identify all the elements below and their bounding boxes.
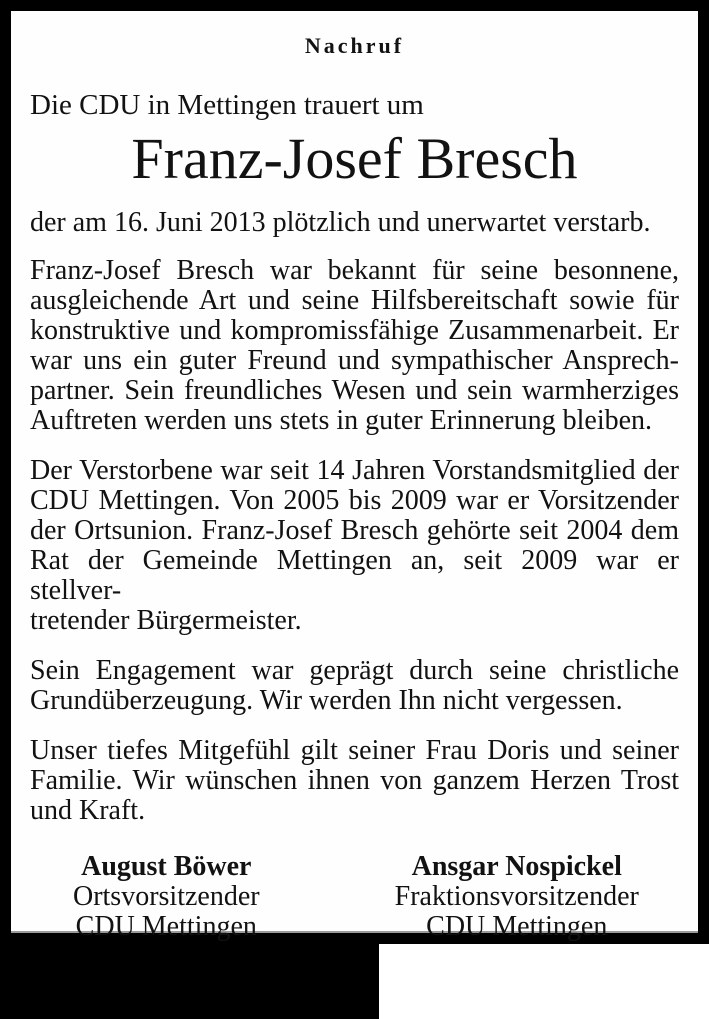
signature-name: August Böwer	[81, 851, 252, 882]
paragraph	[30, 256, 679, 436]
kicker-heading: Nachruf	[304, 33, 405, 58]
deceased-name: Franz-Josef Bresch	[131, 126, 578, 191]
paragraph-line: Rat der Gemeinde Mettingen an, seit 2009 war er stellver-	[30, 545, 679, 606]
paragraph-line: Unser tiefes Mitgefühl gilt seiner Frau Doris und seiner	[30, 735, 679, 766]
body-paragraphs	[30, 256, 679, 826]
signature-organization: CDU Mettingen	[75, 911, 257, 942]
signature-organization: CDU Mettingen	[426, 911, 608, 942]
paragraph-line: der Ortsunion. Franz-Josef Bresch gehörte seit 2004 dem	[30, 515, 679, 546]
signature-block	[30, 852, 303, 942]
paragraph-line: Auftreten werden uns stets in guter Erinnerung bleiben.	[30, 405, 653, 436]
paragraph-line: Familie. Wir wünschen ihnen von ganzem Herzen Trost	[30, 765, 679, 796]
paragraph-line: ausgleichende Art und seine Hilfsbereitschaft sowie für	[30, 285, 679, 316]
paragraph-line: tretender Bürgermeister.	[30, 605, 302, 636]
paragraph-line: war uns ein guter Freund und sympathischer Ansprech-	[30, 345, 679, 376]
paragraph-line: CDU Mettingen. Von 2005 bis 2009 war er Vorsitzender	[30, 485, 679, 516]
intro-line: Die CDU in Mettingen trauert um	[30, 89, 424, 121]
paragraph-line: konstruktive und kompromissfähige Zusammenarbeit. Er	[30, 315, 679, 346]
paragraph-line: partner. Sein freundliches Wesen und sein warmherziges	[30, 375, 679, 406]
paragraph-line: und Kraft.	[30, 795, 146, 826]
signatures-row	[30, 852, 679, 942]
signature-name: Ansgar Nospickel	[411, 851, 622, 882]
paragraph-line: Der Verstorbene war seit 14 Jahren Vorstandsmitglied der	[30, 455, 679, 486]
paragraph	[30, 456, 679, 636]
signature-block	[355, 852, 680, 942]
paragraph-line: Franz-Josef Bresch war bekannt für seine besonnene,	[30, 255, 679, 286]
signature-role: Ortsvorsitzender	[72, 881, 260, 912]
signature-role: Fraktionsvorsitzender	[394, 881, 639, 912]
death-date-line: der am 16. Juni 2013 plötzlich und unerwartet verstarb.	[30, 207, 651, 238]
paragraph-line: Sein Engagement war geprägt durch seine christliche	[30, 655, 679, 686]
obituary-card	[11, 11, 698, 942]
paragraph	[30, 656, 679, 716]
paragraph-line: Grundüberzeugung. Wir werden Ihn nicht vergessen.	[30, 685, 623, 716]
paragraph	[30, 736, 679, 826]
adjacent-notice-fragment	[379, 944, 709, 1019]
